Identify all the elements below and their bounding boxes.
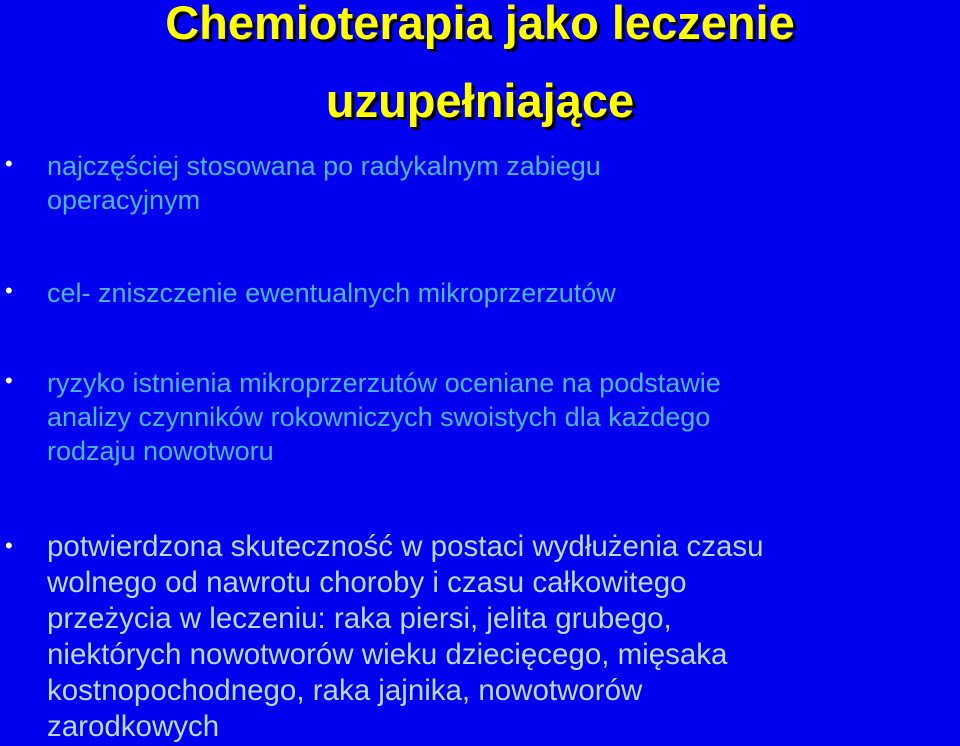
bullet-text: najczęściej stosowana po radykalnym zabiegu operacyjnym	[47, 151, 601, 215]
title-line-1: Chemioterapia jako leczenie	[165, 0, 795, 49]
bullet-text: cel- zniszczenie ewentualnych mikroprzerzutów	[47, 278, 616, 308]
bullet-marker: •	[5, 368, 13, 393]
bullet-text: potwierdzona skuteczność w postaci wydłużenia czasu wolnego od nawrotu choroby i czasu całkowitego przeżycia w leczeniu: raka piersi, jelita grubego, niektórych nowotworów wieku dziecięcego, mięsaka kostnopochodnego, raka jajnika, nowotworów zarodkowych	[47, 530, 764, 743]
bullet-marker: •	[5, 151, 13, 176]
bullet-marker: •	[5, 278, 13, 303]
bullet-marker: •	[5, 533, 13, 558]
bullet-text: ryzyko istnienia mikroprzerzutów oceniane na podstawie analizy czynników rokowniczych swoistych dla każdego rodzaju nowotworu	[47, 368, 721, 466]
title-line-2: uzupełniające	[325, 74, 635, 127]
